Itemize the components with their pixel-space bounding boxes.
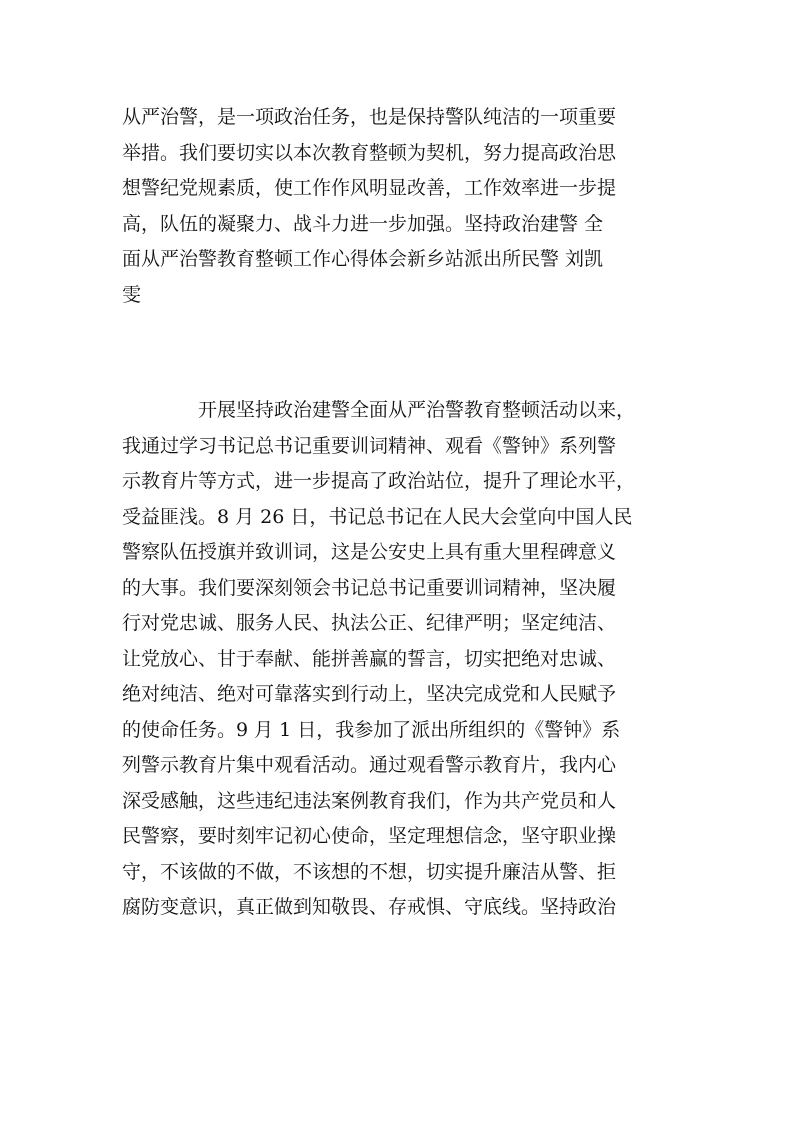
text-line: 雯 — [122, 283, 142, 306]
text-line: 想警纪党规素质，使工作作风明显改善，工作效率进一步提 — [122, 177, 617, 199]
text-line: 腐防变意识，真正做到知敬畏、存戒惧、守底线。坚持政治 — [122, 896, 617, 918]
text-line: 受益匪浅。8 月 26 日，书记总书记在人民大会堂向中国人民 — [122, 505, 633, 528]
text-line: 我通过学习书记总书记重要训词精神、观看《警钟》系列警 — [122, 434, 617, 457]
text-line: 警察队伍授旗并致训词，这是公安史上具有重大里程碑意义 — [122, 541, 617, 563]
text-line: 让党放心、甘于奉献、能拼善赢的誓言，切实把绝对忠诚、 — [122, 647, 617, 670]
text-line: 举措。我们要切实以本次教育整顿为契机，努力提高政治思 — [122, 141, 617, 164]
text-line: 的使命任务。9 月 1 日，我参加了派出所组织的《警钟》系 — [122, 718, 621, 741]
text-line: 守，不该做的不做，不该想的不想，切实提升廉洁从警、拒 — [122, 860, 617, 883]
paragraph-2 — [122, 393, 682, 926]
text-line: 高，队伍的凝聚力、战斗力进一步加强。坚持政治建警 全 — [122, 212, 604, 235]
text-line: 列警示教育片集中观看活动。通过观看警示教育片，我内心 — [122, 754, 617, 776]
text-line-first: 开展坚持政治建警全面从严治警教育整顿活动以来， — [198, 399, 636, 421]
text-line: 深受感触，这些违纪违法案例教育我们，作为共产党员和人 — [122, 789, 617, 812]
text-line: 示教育片等方式，进一步提高了政治站位，提升了理论水平， — [122, 470, 636, 492]
text-line: 从严治警，是一项政治任务，也是保持警队纯洁的一项重要 — [122, 106, 617, 128]
text-line: 绝对纯洁、绝对可靠落实到行动上，坚决完成党和人民赋予 — [122, 683, 617, 705]
text-line: 民警察，要时刻牢记初心使命，坚定理想信念，坚守职业操 — [122, 825, 617, 847]
text-line: 面从严治警教育整顿工作心得体会新乡站派出所民警 刘凯 — [122, 248, 604, 270]
paragraph-1 — [122, 100, 682, 313]
text-line: 的大事。我们要深刻领会书记总书记重要训词精神，坚决履 — [122, 576, 617, 599]
text-line: 行对党忠诚、服务人民、执法公正、纪律严明；坚定纯洁、 — [122, 612, 617, 634]
